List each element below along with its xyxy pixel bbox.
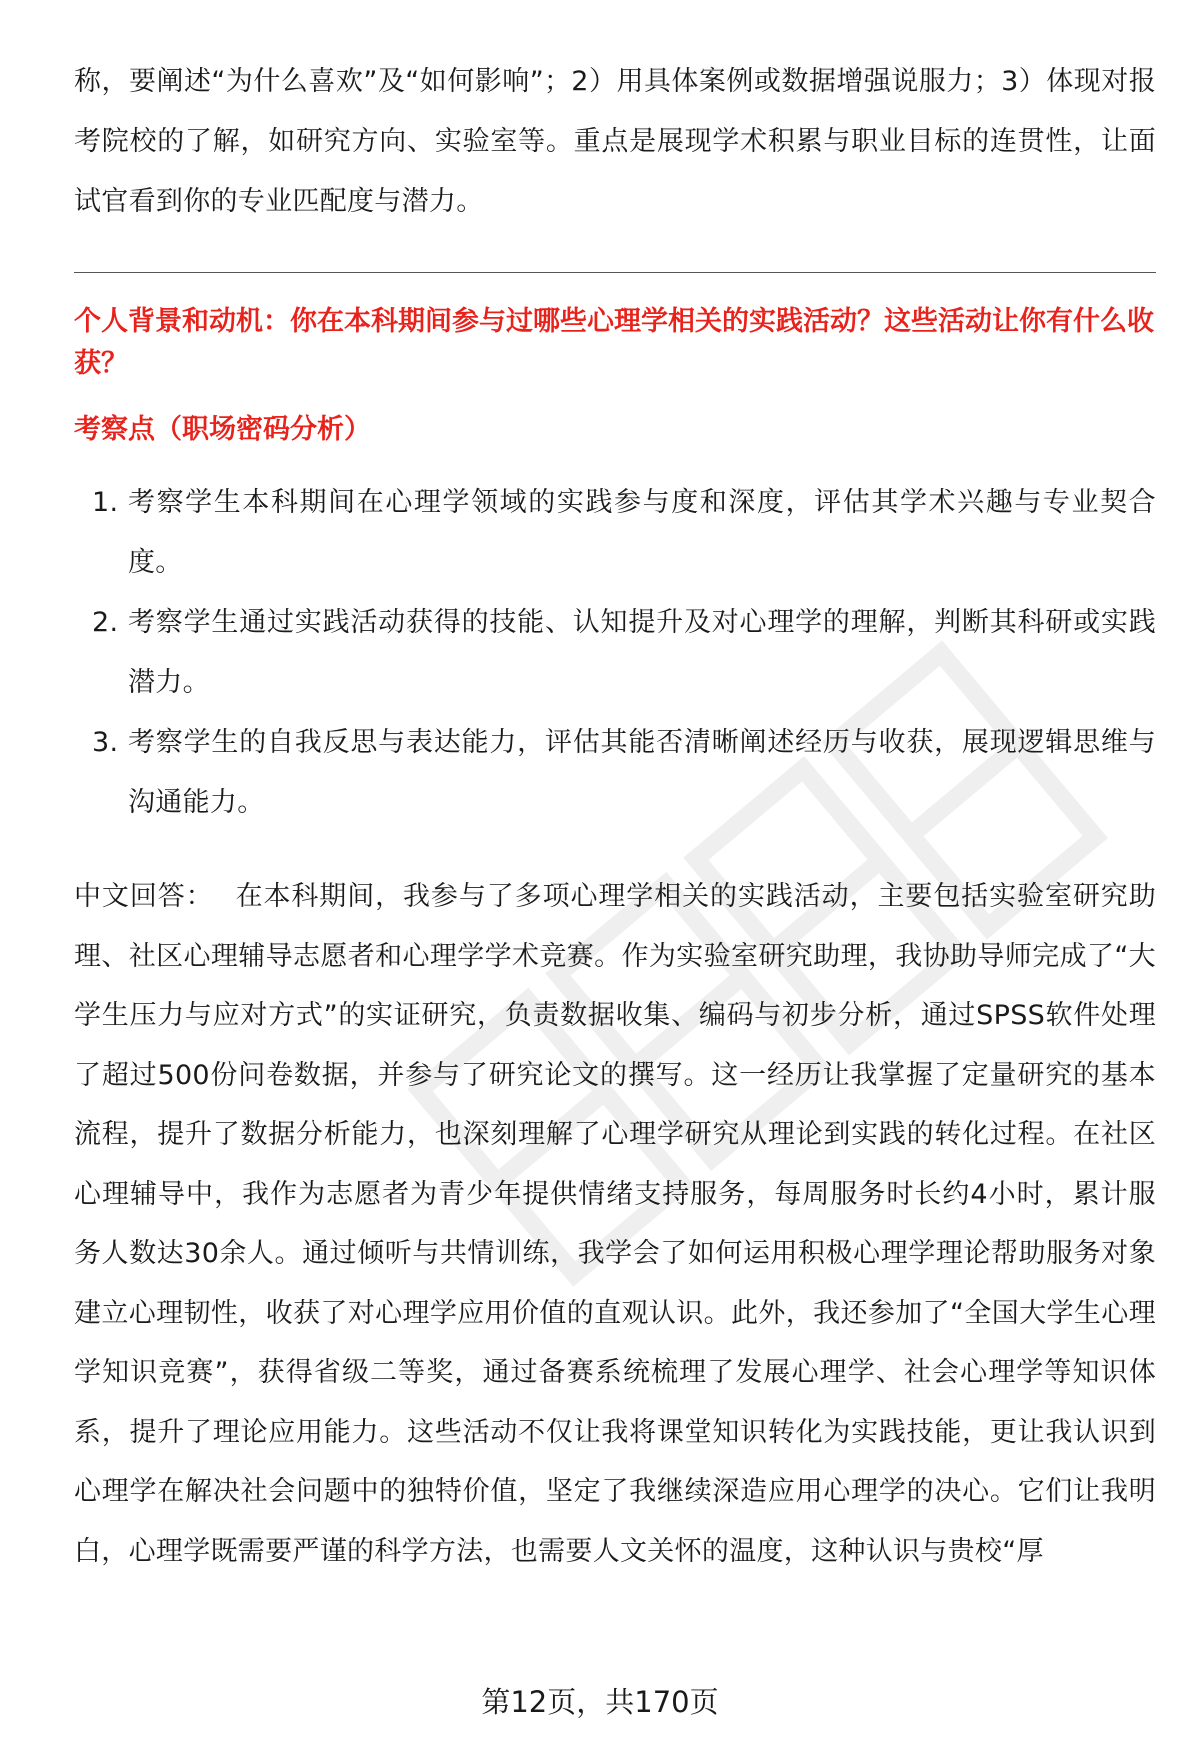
point-text: 考察学生通过实践活动获得的技能、认知提升及对心理学的理解，判断其科研或实践潜力。 <box>128 607 1156 698</box>
point-number: 1. <box>92 487 119 518</box>
analysis-point <box>74 593 1156 713</box>
section-divider <box>74 272 1156 273</box>
answer-paragraph <box>74 867 1156 1581</box>
analysis-point <box>74 713 1156 833</box>
point-number: 3. <box>92 727 119 758</box>
analysis-heading: 考察点（职场密码分析） <box>74 414 371 445</box>
analysis-point <box>74 473 1156 593</box>
point-text: 考察学生本科期间在心理学领域的实践参与度和深度，评估其学术兴趣与专业契合度。 <box>128 487 1156 578</box>
answer-text: 在本科期间，我参与了多项心理学相关的实践活动，主要包括实验室研究助理、社区心理辅导志愿者和心理学学术竞赛。作为实验室研究助理，我协助导师完成了“大学生压力与应对方式”的实证研究，负责数据收集、编码与初步分析，通过SPSS软件处理了超过500份问卷数据，并参与了研究论文的撰写。这一经历让我掌握了定量研究的基本流程，提升了数据分析能力，也深刻理解了心理学研究从理论到实践的转化过程。在社区心理辅导中，我作为志愿者为青少年提供情绪支持服务，每周服务时长约4小时，累计服务人数达30余人。通过倾听与共情训练，我学会了如何运用积极心理学理论帮助服务对象建立心理韧性，收获了对心理学应用价值的直观认识。此外，我还参加了“全国大学生心理学知识竞赛”，获得省级二等奖，通过备赛系统梳理了发展心理学、社会心理学等知识体系，提升了理论应用能力。这些活动不仅让我将课堂知识转化为实践技能，更让我认识到心理学在解决社会问题中的独特价值，坚定了我继续深造应用心理学的决心。它们让我明白，心理学既需要严谨的科学方法，也需要人文关怀的温度，这种认识与贵校“厚 <box>74 881 1157 1567</box>
document-page <box>74 52 1156 1581</box>
answer-label: 中文回答： <box>74 881 214 912</box>
page-number: 第12页，共170页 <box>481 1685 719 1719</box>
question-title: 个人背景和动机：你在本科期间参与过哪些心理学相关的实践活动？这些活动让你有什么收获？ <box>74 306 1154 379</box>
point-text: 考察学生的自我反思与表达能力，评估其能否清晰阐述经历与收获，展现逻辑思维与沟通能力。 <box>128 727 1156 818</box>
intro-paragraph: 称，要阐述“为什么喜欢”及“如何影响”；2）用具体案例或数据增强说服力；3）体现对报考院校的了解，如研究方向、实验室等。重点是展现学术积累与职业目标的连贯性，让面试官看到你的专业匹配度与潜力。 <box>74 66 1156 217</box>
point-number: 2. <box>92 607 119 638</box>
analysis-points-list <box>74 473 1156 833</box>
